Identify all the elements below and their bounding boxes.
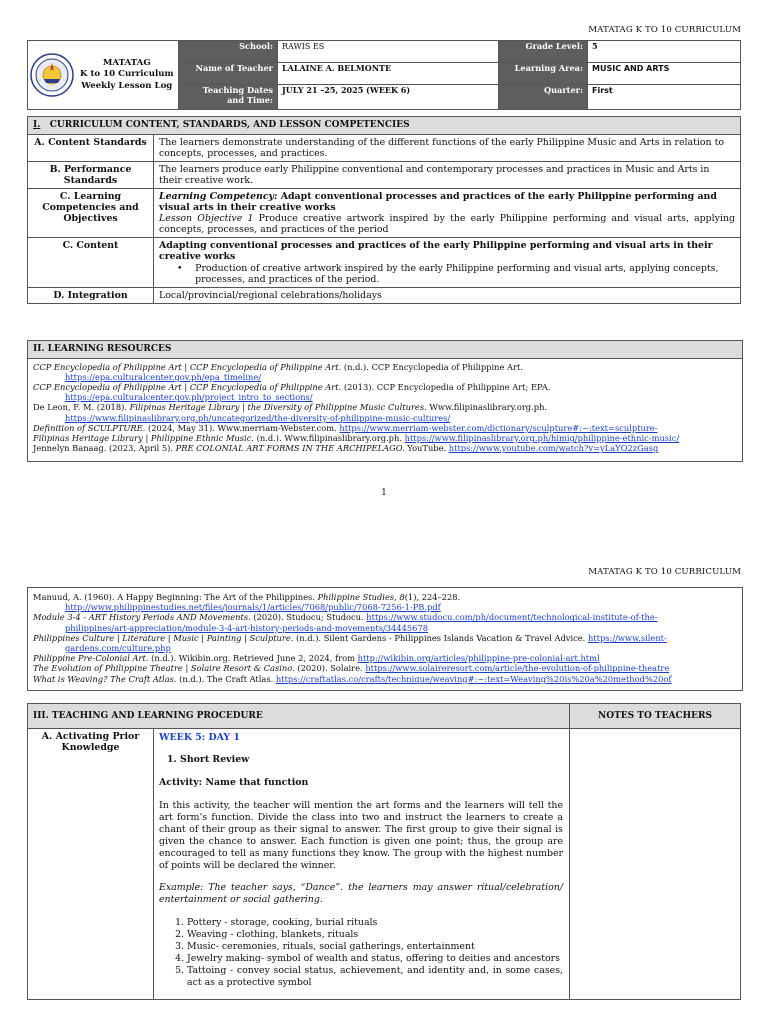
resource-link-3[interactable]: https://www.filipinaslibrary.org.ph/uncategorized/the-diversity-of-philippine-music-cultures/ (65, 412, 451, 423)
school-value: RAWIS ES (278, 41, 499, 63)
list-item: 3. Music- ceremonies, rituals, social gatherings, entertainment (187, 941, 563, 953)
ref-link-4[interactable]: http://wikibin.org/articles/philippine-pre-colonial-art.html (357, 653, 600, 664)
procedure-table (27, 703, 741, 1000)
content-standards-text: The learners demonstrate understanding of the different functions of the early Philippine Music and Arts in relation to concepts, processes, and practices. (154, 134, 741, 161)
learning-resources: II. LEARNING RESOURCES CCP Encyclopedia of Philippine Art | CCP Encyclopedia of Philippine Art. (n.d.). CCP Encyclopedia of Philippine Art. https://epa.culturalcenter.gov.ph/epa_timeline/ CCP Encyclopedia of Philippine Art | CCP Encyclopedia of Philippine Art. (2013). CCP Encyclopedia of Philippine Art; EPA. https://epa.culturalcenter.gov.ph/project_intro_to_sections/ De Leon, F. M. (2018). Filipinas Heritage Library | the Diversity of Philippine Music Cultures. Www.filipinaslibrary.org.ph. https://www.filipinaslibrary.org.ph/uncategorized/the-diversity-of-philippine-music-cultures/ Definition of SCULPTURE. (2024, May 31). Www.merriam-Webster.com. https://www.merriam-webster.com/dictionary/sculpture#:~:text=sculpture- Filipinas Heritage Library | Philippine Ethnic Music. (n.d.). Www.filipinaslibrary.org.ph. https://www.filipinaslibrary.org.ph/himig/philippine-ethnic-music/ Jennelyn Banaag. (2023, April 5). PRE COLONIAL ART FORMS IN THE ARCHIPELAGO. YouTube. https://www.youtube.com/watch?v=yLaYO2zGasg (27, 340, 743, 462)
dates-label: Teaching Dates and Time: (179, 85, 278, 110)
resource-link-6[interactable]: https://www.youtube.com/watch?v=yLaYO2zGasg (448, 443, 659, 454)
quarter-label: Quarter: (499, 85, 588, 110)
short-review: 1. Short Review (167, 753, 250, 765)
procedure-content (154, 729, 570, 1000)
logo-title-2: K to 10 Curriculum (80, 69, 174, 80)
logo-title-1: MATATAG (102, 58, 151, 69)
competencies-text: Learning Competency: Adapt conventional processes and practices of the early Philippine performing and visual arts in their creative works Lesson Objective 1 Produce creative artwork inspired by the early Philippine performing and visual arts, applying concepts, processes, and practices of the period (154, 188, 741, 237)
list-item: 1. Pottery - storage, cooking, burial rituals (187, 917, 563, 929)
list-item: 2. Weaving - clothing, blankets, rituals (187, 929, 563, 941)
logo-title-3: Weekly Lesson Log (81, 80, 173, 91)
week-day: WEEK 5: DAY 1 (159, 732, 240, 743)
integration-text: Local/provincial/regional celebrations/holidays (154, 287, 741, 303)
curriculum-header: MATATAG K TO 10 CURRICULUM (588, 25, 741, 35)
logo-cell (28, 41, 179, 110)
notes-heading: NOTES TO TEACHERS (570, 704, 741, 729)
list-item: 5. Tattoing - convey social status, achievement, and identity and, in some cases, act as a protective symbol (187, 965, 563, 989)
grade-label: Grade Level: (499, 41, 588, 63)
teacher-value: LALAINE A. BELMONTE (278, 63, 499, 85)
example-text: Example: The teacher says, “Dance”. the learners may answer ritual/celebration/ entertainment or social gathering. (159, 882, 563, 906)
ref-link-5[interactable]: https://www.solaireresort.com/article/the-evolution-of-philippine-theatre (365, 663, 670, 674)
page-number: 1 (381, 488, 387, 498)
ref-link-3b[interactable]: gardens.com/culture.php (65, 643, 171, 654)
list-item: 4. Jewelry making- symbol of wealth and status, offering to deities and ancestors (187, 953, 563, 965)
lesson-info-table (27, 40, 741, 110)
resources-continued: Manuud, A. (1960). A Happy Beginning: The Art of the Philippines. Philippine Studies, 8(1), 224–228. http://www.philippinestudies.net/files/journals/1/articles/7068/public/7068-7256-1-PB.pdf Module 3-4 - ART History Periods AND Movements. (2020). Studocu; Studocu. https://www.studocu.com/ph/document/technological-institute-of-the- philippines/art-appreciation/module-3-4-art-history-periods-and-movements/34445678 Philippines Culture | Literature | Music | Painting | Sculpture. (n.d.). Silent Gardens - Philippines Islands Vacation & Travel Advice. https://www.silent- gardens.com/culture.php Philippine Pre-Colonial Art. (n.d.). Wikibin.org. Retrieved June 2, 2024, from http://wikibin.org/articles/philippine-pre-colonial-art.html The Evolution of Philippine Theatre | Solaire Resort & Casino. (2020). Solaire. https://www.solaireresort.com/article/the-evolution-of-philippine-theatre What is Weaving? The Craft Atlas. (n.d.). The Craft Atlas. https://craftatlas.co/crafts/technique/weaving#:~:text=Weaving%20is%20a%20method%20of (27, 587, 743, 691)
content-text: Adapting conventional processes and practices of the early Philippine performing and visual arts in their creative works • Production of creative artwork inspired by the early Philippine performing and visual arts, applying concepts, processes, and practices of the period. (154, 238, 741, 287)
grade-value: 5 (588, 41, 741, 63)
notes-cell (570, 729, 741, 1000)
activity-paragraph: In this activity, the teacher will mention the art forms and the learners will tell the art form’s function. Divide the class into two and instruct the learners to create a chant of their group as their signal to answer. The first group to give their signal is given the chance to answer. Each function is given one point; thus, the group are encouraged to tell as many functions they know. The group with the highest number of points will be declared the winner. (159, 799, 563, 871)
ref-link-1[interactable]: http://www.philippinestudies.net/files/journals/1/articles/7068/public/7068-7256-1-PB.pdf (65, 602, 441, 613)
resource-link-4[interactable]: https://www.merriam-webster.com/dictionary/sculpture#:~:text=sculpture- (339, 422, 658, 433)
curriculum-section (27, 116, 741, 304)
performance-standards-label: B. Performance Standards (28, 161, 154, 188)
resource-link-5[interactable]: https://www.filipinaslibrary.org.ph/himig/philippine-ethnic-music/ (404, 433, 680, 444)
procedure-heading: III. TEACHING AND LEARNING PROCEDURE (28, 704, 570, 729)
teacher-label: Name of Teacher (179, 63, 278, 85)
resource-link-1[interactable]: https://epa.culturalcenter.gov.ph/epa_timeline/ (65, 371, 262, 382)
ref-link-2[interactable]: https://www.studocu.com/ph/document/technological-institute-of-the- (366, 612, 658, 623)
area-label: Learning Area: (499, 63, 588, 85)
section1-heading: I. CURRICULUM CONTENT, STANDARDS, AND LESSON COMPETENCIES (28, 117, 741, 135)
function-list (159, 917, 563, 989)
resource-link-2[interactable]: https://epa.culturalcenter.gov.ph/project_intro_to_sections/ (65, 392, 313, 403)
area-value: MUSIC AND ARTS (588, 63, 741, 85)
integration-label: D. Integration (28, 287, 154, 303)
performance-standards-text: The learners produce early Philippine conventional and contemporary processes and practices in Music and Arts in their creative work. (154, 161, 741, 188)
content-standards-label: A. Content Standards (28, 134, 154, 161)
ref-link-6[interactable]: https://craftatlas.co/crafts/technique/weaving#:~:text=Weaving%20is%20a%20method%20of (275, 673, 672, 684)
activating-label: A. Activating Prior Knowledge (28, 729, 154, 1000)
school-label: School: (179, 41, 278, 63)
competencies-label: C. Learning Competencies and Objectives (28, 188, 154, 237)
dates-value: JULY 21 –25, 2025 (WEEK 6) (278, 85, 499, 110)
deped-seal-icon (30, 53, 74, 97)
content-label: C. Content (28, 238, 154, 287)
resources-heading: II. LEARNING RESOURCES (28, 341, 742, 359)
ref-link-2b[interactable]: philippines/art-appreciation/module-3-4-art-history-periods-and-movements/34445678 (65, 622, 429, 633)
activity-title: Activity: Name that function (159, 776, 309, 788)
curriculum-header-page2: MATATAG K TO 10 CURRICULUM (588, 567, 741, 577)
quarter-value: First (588, 85, 741, 110)
ref-link-3[interactable]: https://www.silent- (587, 632, 667, 643)
